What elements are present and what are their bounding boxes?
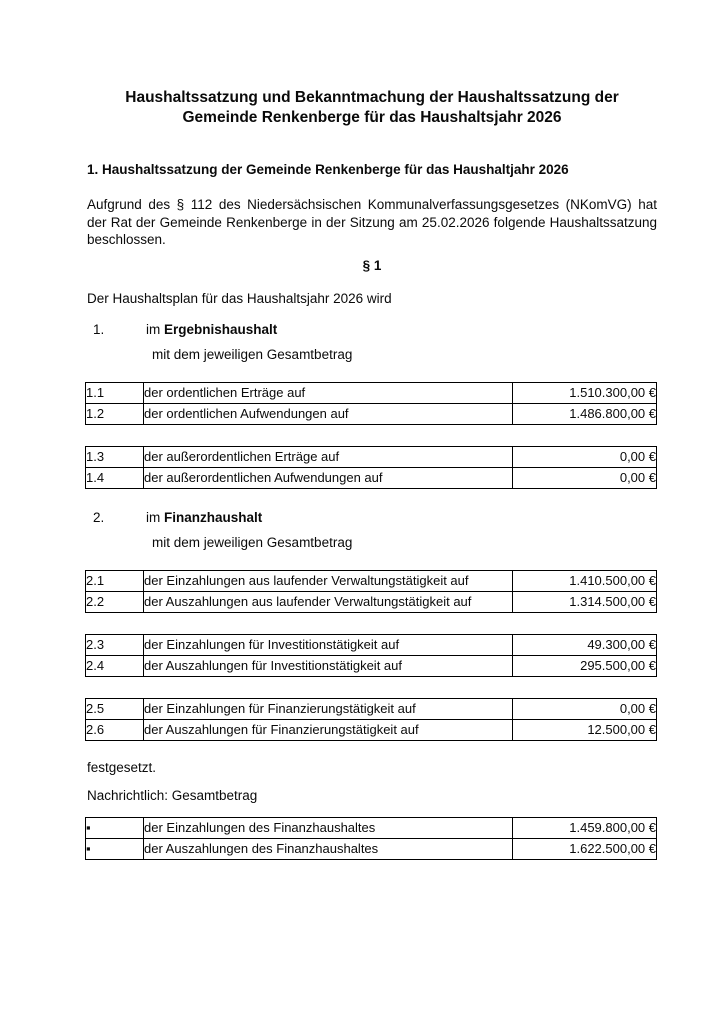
table-row bbox=[86, 698, 657, 719]
list-item-2-number: 2. bbox=[93, 509, 105, 525]
list-item-2-prefix: im bbox=[146, 509, 164, 525]
row-label: der ordentlichen Erträge auf bbox=[144, 382, 513, 403]
row-amount: 1.459.800,00 € bbox=[513, 817, 657, 838]
row-label: der Auszahlungen für Finanzierungstätigkeit auf bbox=[144, 719, 513, 740]
table-row bbox=[86, 403, 657, 424]
table-ordentliche-ertraege-aufwendungen bbox=[85, 382, 657, 425]
row-label: der ordentlichen Aufwendungen auf bbox=[144, 403, 513, 424]
table-row bbox=[86, 467, 657, 488]
list-item-1-name: Ergebnishaushalt bbox=[164, 321, 278, 337]
row-amount: 0,00 € bbox=[513, 446, 657, 467]
table-verwaltungstaetigkeit bbox=[85, 570, 657, 613]
table-row bbox=[86, 817, 657, 838]
row-amount: 1.622.500,00 € bbox=[513, 838, 657, 859]
row-label: der außerordentlichen Erträge auf bbox=[144, 446, 513, 467]
row-number: 2.5 bbox=[86, 698, 144, 719]
row-number: 1.2 bbox=[86, 403, 144, 424]
row-bullet-icon: ▪ bbox=[86, 838, 144, 859]
note-line: Nachrichtlich: Gesamtbetrag bbox=[87, 787, 258, 803]
row-number: 2.1 bbox=[86, 570, 144, 591]
table-row bbox=[86, 382, 657, 403]
list-item-1 bbox=[93, 321, 657, 338]
table-row bbox=[86, 838, 657, 859]
document-title: Haushaltssatzung und Bekanntmachung der Haushaltssatzung der Gemeinde Renkenberge für das Haushaltsjahr 2026 bbox=[125, 89, 619, 126]
row-amount: 1.510.300,00 € bbox=[513, 382, 657, 403]
row-number: 2.6 bbox=[86, 719, 144, 740]
list-item-2-text bbox=[146, 510, 262, 525]
table-row bbox=[86, 446, 657, 467]
list-item-1-subtext: mit dem jeweiligen Gesamtbetrag bbox=[152, 346, 353, 362]
table-row bbox=[86, 570, 657, 591]
row-amount: 295.500,00 € bbox=[513, 655, 657, 676]
table-row bbox=[86, 591, 657, 612]
list-item-2 bbox=[93, 509, 657, 526]
row-label: der Einzahlungen für Finanzierungstätigkeit auf bbox=[144, 698, 513, 719]
table-row bbox=[86, 634, 657, 655]
row-amount: 0,00 € bbox=[513, 467, 657, 488]
row-number: 1.3 bbox=[86, 446, 144, 467]
table-row bbox=[86, 655, 657, 676]
closing-line: festgesetzt. bbox=[87, 759, 157, 775]
list-item-1-prefix: im bbox=[146, 321, 164, 337]
row-label: der Auszahlungen aus laufender Verwaltungstätigkeit auf bbox=[144, 591, 513, 612]
table-investitionstaetigkeit bbox=[85, 634, 657, 677]
row-amount: 0,00 € bbox=[513, 698, 657, 719]
table-finanzierungstaetigkeit bbox=[85, 698, 657, 741]
lead-sentence: Der Haushaltsplan für das Haushaltsjahr 2026 wird bbox=[87, 290, 392, 306]
paragraph-1-mark: § 1 bbox=[362, 257, 382, 273]
list-item-1-text bbox=[146, 322, 277, 337]
row-amount: 1.486.800,00 € bbox=[513, 403, 657, 424]
row-label: der außerordentlichen Aufwendungen auf bbox=[144, 467, 513, 488]
list-item-1-number: 1. bbox=[93, 321, 105, 337]
row-amount: 49.300,00 € bbox=[513, 634, 657, 655]
section-1-heading: 1. Haushaltssatzung der Gemeinde Renkenberge für das Haushaltjahr 2026 bbox=[87, 162, 569, 177]
row-number: 2.2 bbox=[86, 591, 144, 612]
row-amount: 1.410.500,00 € bbox=[513, 570, 657, 591]
row-number: 2.4 bbox=[86, 655, 144, 676]
row-number: 1.1 bbox=[86, 382, 144, 403]
table-row bbox=[86, 719, 657, 740]
list-item-2-subtext: mit dem jeweiligen Gesamtbetrag bbox=[152, 534, 353, 550]
intro-paragraph: Aufgrund des § 112 des Niedersächsischen Kommunalverfassungsgesetzes (NKomVG) hat der Rat der Gemeinde Renkenberge in der Sitzung am 25.02.2026 folgende Haushaltssatzung beschlossen. bbox=[87, 197, 657, 247]
row-bullet-icon: ▪ bbox=[86, 817, 144, 838]
row-label: der Auszahlungen des Finanzhaushaltes bbox=[144, 838, 513, 859]
table-ausserordentliche-ertraege-aufwendungen bbox=[85, 446, 657, 489]
row-label: der Einzahlungen für Investitionstätigkeit auf bbox=[144, 634, 513, 655]
row-label: der Einzahlungen aus laufender Verwaltungstätigkeit auf bbox=[144, 570, 513, 591]
row-amount: 12.500,00 € bbox=[513, 719, 657, 740]
row-number: 1.4 bbox=[86, 467, 144, 488]
row-number: 2.3 bbox=[86, 634, 144, 655]
list-item-2-name: Finanzhaushalt bbox=[164, 509, 263, 525]
table-finanzhaushalt-gesamt bbox=[85, 817, 657, 860]
row-amount: 1.314.500,00 € bbox=[513, 591, 657, 612]
row-label: der Auszahlungen für Investitionstätigkeit auf bbox=[144, 655, 513, 676]
row-label: der Einzahlungen des Finanzhaushaltes bbox=[144, 817, 513, 838]
